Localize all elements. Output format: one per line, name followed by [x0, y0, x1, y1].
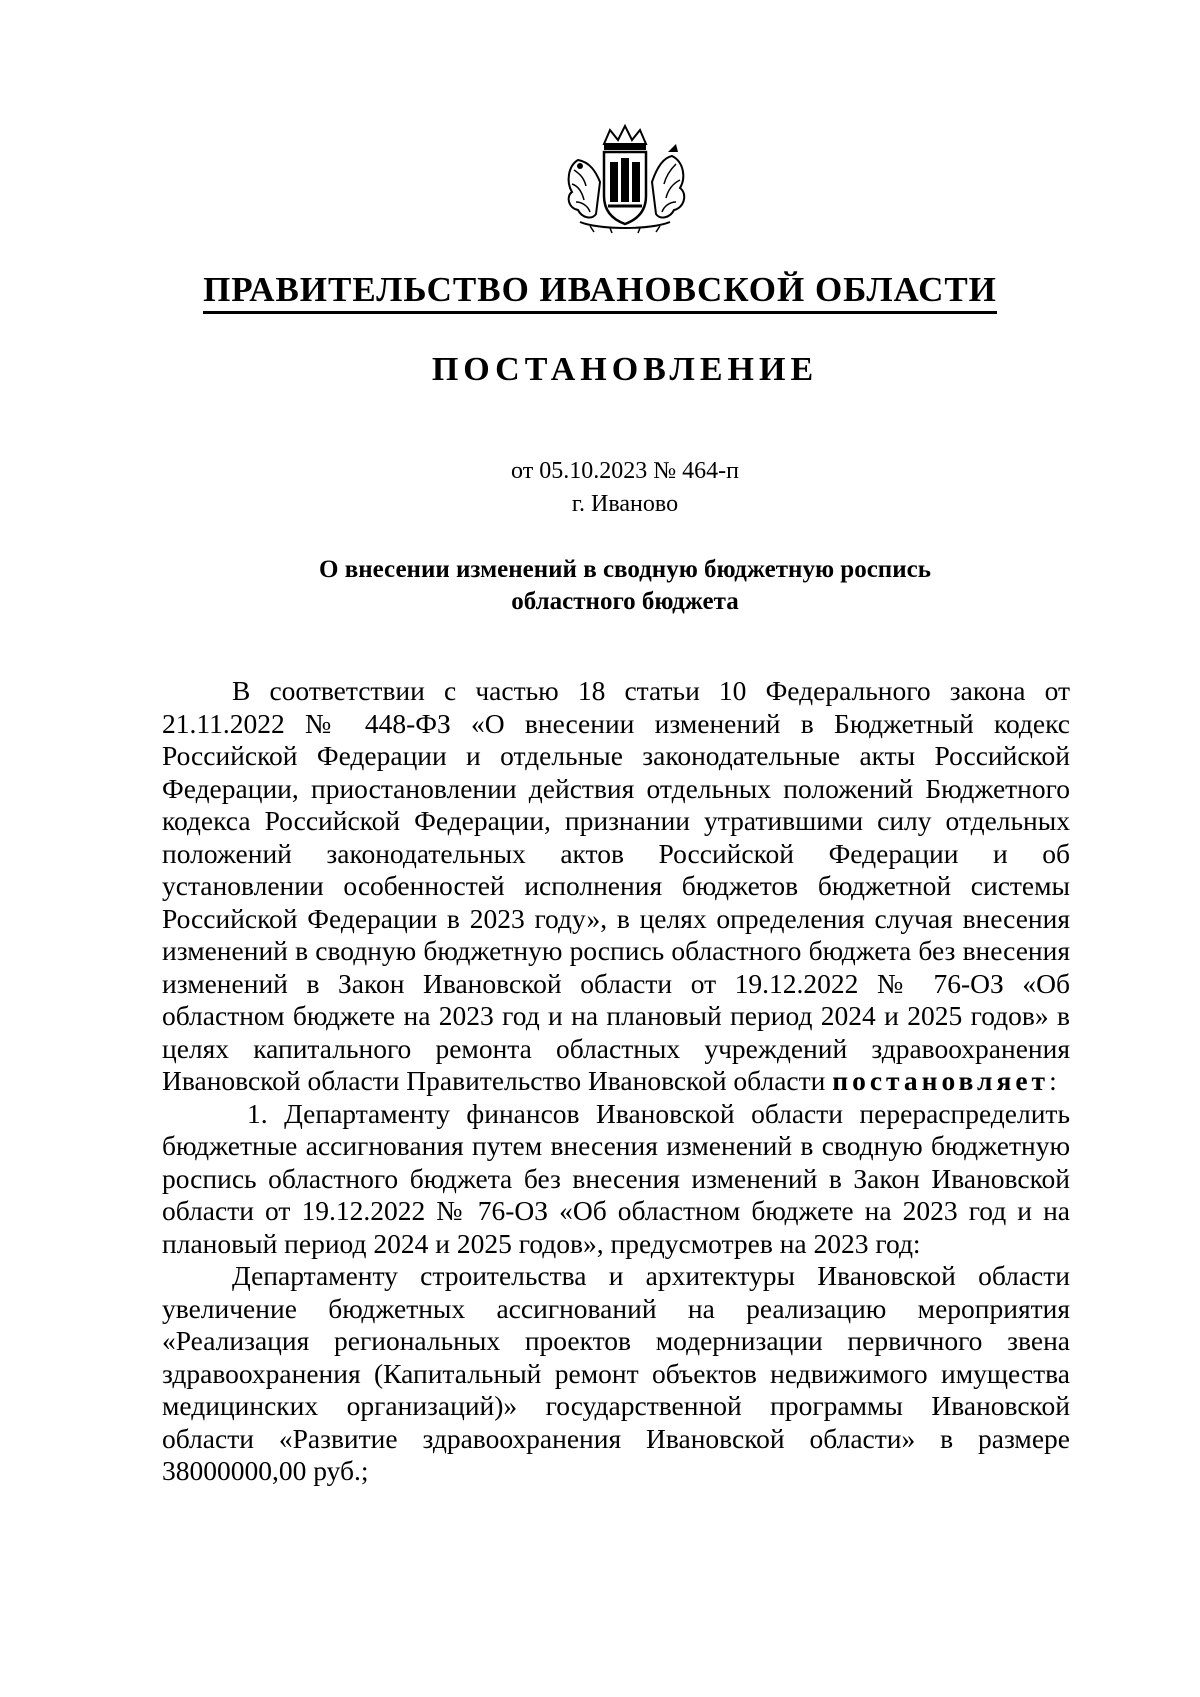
- document-title: [0, 554, 1200, 618]
- city: г. Иваново: [571, 491, 679, 517]
- decree-word: постановляет: [832, 1065, 1050, 1096]
- coat-of-arms-icon: [560, 122, 690, 234]
- date-number: от 05.10.2023 № 464-п: [511, 458, 739, 484]
- document-body: [162, 675, 1070, 1488]
- document-type: ПОСТАНОВЛЕНИЕ: [431, 351, 819, 388]
- preamble-text: В соответствии с частью 18 статьи 10 Федерального закона от 21.11.2022 № 448-ФЗ «О внесении изменений в Бюджетный кодекс Российской Федерации и отдельные законодательные акты Российской Федерации, приостановлении действия отдельных положений Бюджетного кодекса Российской Федерации, признании утратившими силу отдельных положений законодательных актов Российской Федерации и об установлении особенностей исполнения бюджетов бюджетной системы Российской Федерации в 2023 году», в целях определения случая внесения изменений в сводную бюджетную роспись областного бюджета без внесения изменений в Закон Ивановской области от 19.12.2022 № 76-ОЗ «Об областном бюджете на 2023 год и на плановый период 2024 и 2025 годов» в целях капитального ремонта областных учреждений здравоохранения Ивановской области Правительство Ивановской области: [162, 675, 1070, 1096]
- item-1-paragraph: 1. Департаменту финансов Ивановской области перераспределить бюджетные ассигнования путем внесения изменений в сводную бюджетную роспись областного бюджета без внесения изменений в Закон Ивановской области от 19.12.2022 № 76-ОЗ «Об областном бюджете на 2023 год и на плановый период 2024 и 2025 годов», предусмотрев на 2023 год:: [162, 1097, 1070, 1259]
- document-title-line-1: О внесении изменений в сводную бюджетную роспись: [319, 556, 931, 583]
- preamble-paragraph: [162, 675, 1070, 1098]
- item-1-detail-paragraph: Департаменту строительства и архитектуры Ивановской области увеличение бюджетных ассигнований на реализацию мероприятия «Реализация региональных проектов модернизации первичного звена здравоохранения (Капитальный ремонт объектов недвижимого имущества медицинских организаций)» государственной программы Ивановской области «Развитие здравоохранения Ивановской области» в размере 38000000,00 руб.;: [162, 1260, 1070, 1486]
- decree-colon: :: [1049, 1065, 1057, 1096]
- organization-name: ПРАВИТЕЛЬСТВО ИВАНОВСКОЙ ОБЛАСТИ: [0, 268, 1200, 312]
- document-title-line-2: областного бюджета: [511, 588, 739, 615]
